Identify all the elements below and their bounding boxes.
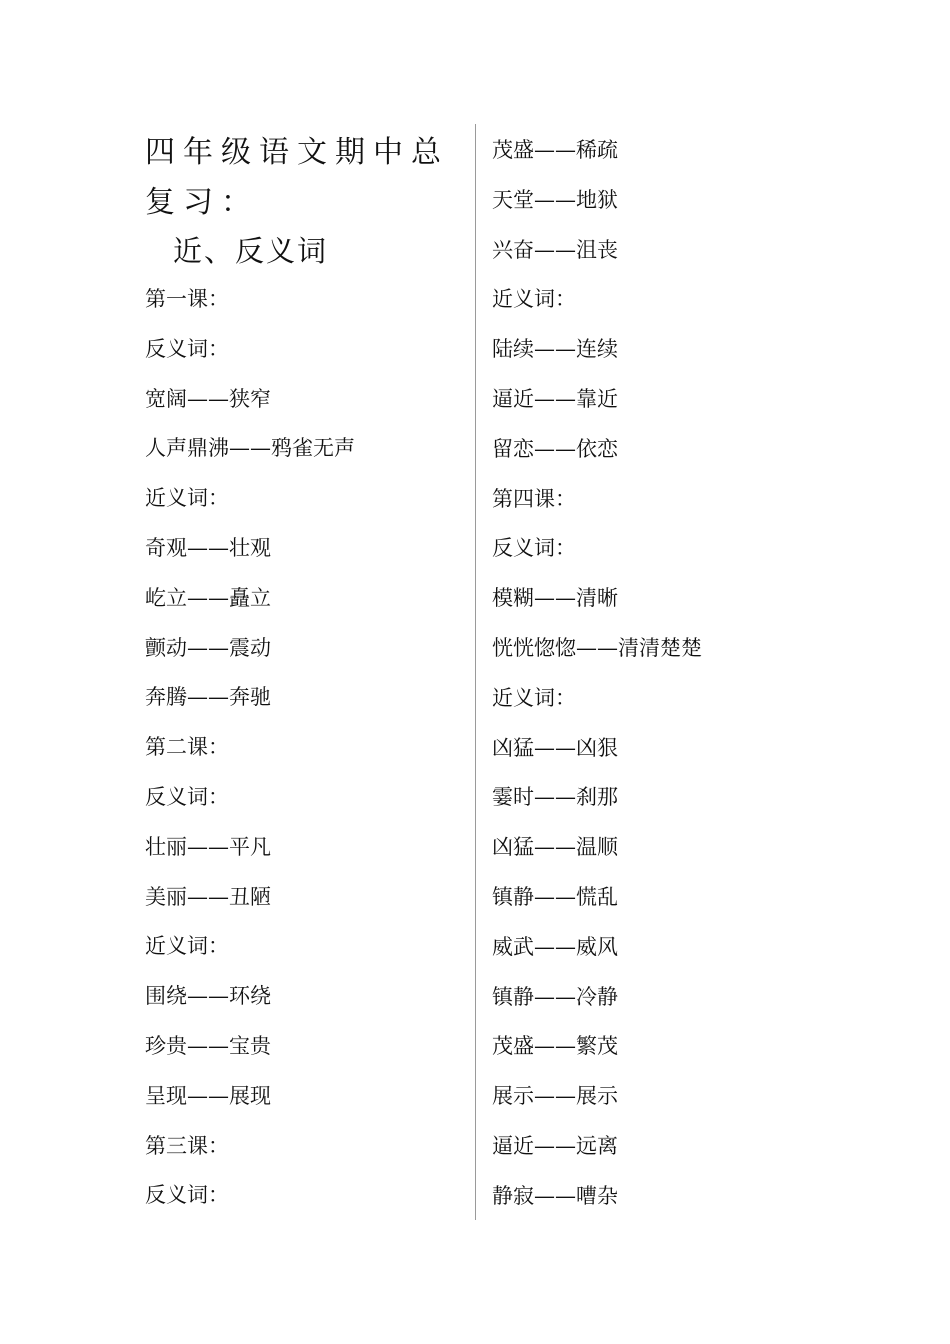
word-line: 围绕——环绕 [145,984,271,1009]
word-line: 兴奋——沮丧 [492,237,618,262]
column-divider [475,124,476,1220]
word-line: 宽阔——狭窄 [145,386,271,411]
word-line: 茂盛——稀疏 [492,138,618,162]
word-line: 静寂——嘈杂 [492,1183,618,1208]
word-line: 近义词： [492,685,576,710]
word-line: 奔腾——奔驰 [145,685,271,710]
word-line: 第一课： [145,287,229,311]
word-line: 颤动——震动 [145,635,271,660]
word-line: 凶猛——凶狠 [492,735,618,760]
word-line: 陆续——连续 [492,337,618,362]
word-line: 第四课： [492,486,576,511]
word-line: 奇观——壮观 [145,535,271,560]
word-line: 镇静——冷静 [492,984,618,1009]
word-line: 第三课： [145,1133,229,1158]
word-line: 近义词： [145,486,229,511]
word-line: 珍贵——宝贵 [145,1033,271,1058]
word-line: 美丽——丑陋 [145,884,271,909]
word-line: 镇静——慌乱 [492,884,618,909]
word-line: 反义词： [145,1183,229,1208]
word-line: 霎时——刹那 [492,785,618,810]
word-line: 人声鼎沸——鸦雀无声 [145,436,355,461]
left-word-list [145,275,355,1221]
word-line: 天堂——地狱 [492,187,618,212]
word-line: 近义词： [145,934,229,959]
word-line: 威武——威风 [492,934,618,959]
word-line: 留恋——依恋 [492,436,618,461]
word-line: 壮丽——平凡 [145,834,271,859]
word-line: 反义词： [145,336,229,361]
word-line: 模糊——清晰 [492,586,618,611]
document-title: 四年级语文期中总复习： [145,135,449,220]
word-line: 反义词： [145,784,229,809]
word-line: 逼近——远离 [492,1133,618,1158]
word-line: 展示——展示 [492,1084,618,1109]
word-line: 凶猛——温顺 [492,835,618,860]
word-line: 屹立——矗立 [145,585,271,610]
word-line: 近义词： [492,287,576,312]
word-line: 茂盛——繁茂 [492,1034,618,1059]
word-line: 呈现——展现 [145,1083,271,1108]
word-line: 逼近——靠近 [492,386,618,411]
word-line: 反义词： [492,536,576,561]
word-line: 第二课： [145,735,229,760]
word-line: 恍恍惚惚——清清楚楚 [492,635,702,660]
document-subtitle: 近、反义词 [173,234,329,268]
right-word-list [492,126,702,1222]
